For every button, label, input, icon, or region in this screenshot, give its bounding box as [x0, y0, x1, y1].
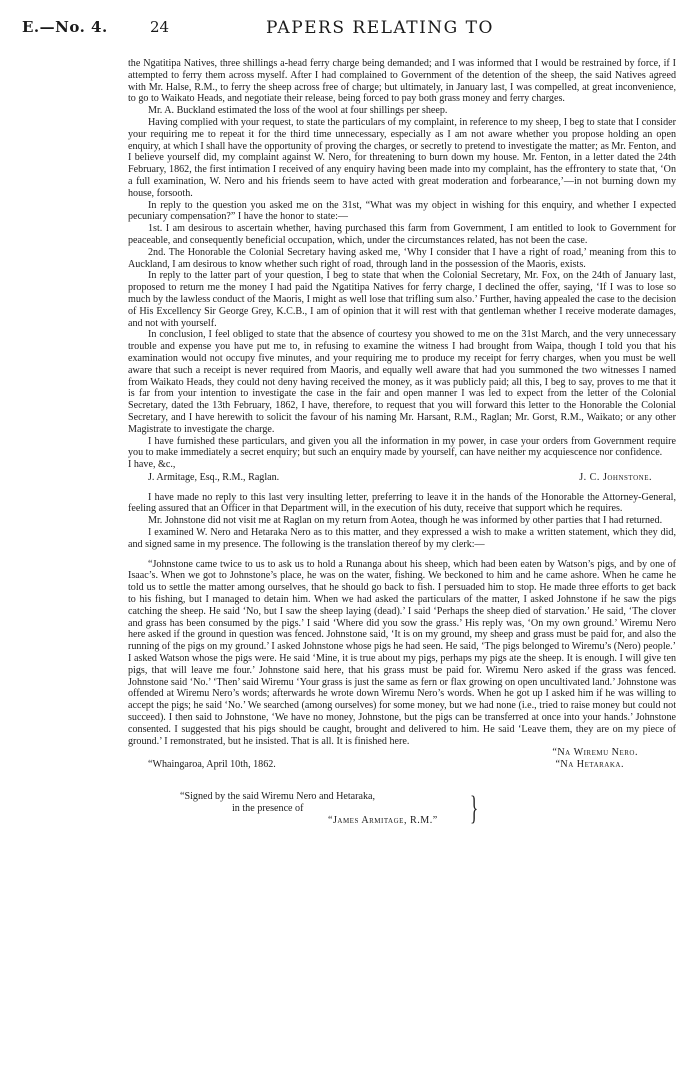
- signature-hetaraka: “Na Hetaraka.: [555, 759, 624, 771]
- letter-signature-line: [128, 472, 676, 484]
- page-header: [22, 18, 678, 44]
- paper-code: E.—No. 4.: [22, 18, 108, 36]
- paragraph: Having complied with your request, to state the particulars of my complaint, in reference to my sheep, I beg to state that I consider your requiring me to repeat it for the third time unnecessary, especially as I am not aware whether you propose holding an open enquiry, at which I shall have the opportunity of proving the charges, or secretly to pretend to investigate the matter; as Mr. Fenton, and I believe yourself did, my complaint against W. Nero, for threatening to burn down my house. Mr. Fenton, in a letter dated the 24th February, 1862, the first intimation I received of any enquiry having been made into my complaint, has the effrontery to state that, ‘On a full examination, W. Nero and his friends seem to have acted with great moderation and forbearance,’—in not burning down my house, forsooth.: [128, 116, 676, 199]
- paragraph: In conclusion, I feel obliged to state that the absence of courtesy you showed to me on the 31st March, and the very unnecessary trouble and expense you have put me to, in refusing to examine the witness I had brought from Waipa, though I told you that his examination would not occupy five minutes, and your requiring me to produce my receipt for ferry charges, when you must be well aware that such a receipt is never required from Maoris, and equally well aware that had you summoned the two witnesses I named from Waikato Heads, they could not deny having received the money, as it was publicly paid; all this, I beg to say, proves to me that it is far from your intention to investigate the case in the fair and open manner I was led to expect from the letter of the Colonial Secretary, dated the 13th February, 1862, I have, therefore, to request that you will forward this letter to the Honorable the Colonial Secretary, and I have herewith to solicit the favour of his naming Mr. Harsant, R.M., Raglan; Mr. Gorst, R.M., Waikato; or any other Magistrate to investigate the charge.: [128, 329, 676, 435]
- witness-block: [180, 791, 480, 831]
- statement-signatures: [128, 747, 676, 791]
- paragraph: I have made no reply to this last very insulting letter, preferring to leave it in the hands of the Honorable the Attorney-General, feeling assured that an Officer in that Department will, in the execution of his duty, receive that support which he requires.: [128, 491, 676, 515]
- document-body: [128, 58, 676, 831]
- page-number: 24: [150, 18, 170, 36]
- paragraph: Mr. A. Buckland estimated the loss of the wool at four shillings per sheep.: [148, 105, 448, 117]
- paragraph: In reply to the question you asked me on the 31st, “What was my object in wishing for this enquiry, and whether I expected pecuniary compensation?” I have the honor to state:—: [128, 199, 676, 223]
- addressee: J. Armitage, Esq., R.M., Raglan.: [148, 471, 280, 483]
- paragraph: the Ngatitipa Natives, three shillings a-head ferry charge being demanded; and I was informed that I would be restrained by force, if I attempted to ferry them across myself. After I had complained to Government of the detention of the sheep, the said Natives agreed with Mr. Halse, R.M., to ferry the sheep across free of charge; but ultimately, in January last, I was compelled, at great inconvenience, to go to Waikato Heads, and negotiate their release, being forced to pay both grass money and ferry charges.: [128, 58, 676, 105]
- running-title: PAPERS RELATING TO: [266, 18, 494, 38]
- translated-statement: “Johnstone came twice to us to ask us to hold a Runanga about his sheep, which had been eaten by Watson’s pigs, and by one of Isaac’s. When we got to Johnstone’s place, he was on the water, fishing. We beckoned to him and he came ashore. When he came he told us to settle the matter among ourselves, that he should go back to fish. I persuaded him to stop. He made three efforts to get back to his fishing, but I managed to detain him. When we had asked the particulars of the matter, I asked Johnstone if he saw the pigs catching the sheep. He said ‘No, but I saw the sheep laying (dead).’ I said ‘Perhaps the sheep died of starvation.’ He said, ‘The clover and grass has been consumed by the pigs.’ I said ‘Where did you sow the grass.’ His reply was, ‘On my own ground.’ Wiremu Nero here asked if the ground in question was fenced. Johnstone said, ‘It is on my ground, my sheep and grass must be paid for, and also the running of the pigs on my ground.’ I asked Johnstone whose pigs he had seen. He said, ‘The pigs belonged to Wiremu’s (Nero) people.’ I asked Watson whose the pigs were. He said ‘Mine, it is true about my pigs, perhaps my pigs ate the sheep. It is enough. I will give ten pigs, that will leave me four.’ Johnstone said here, that his grass must be paid for. Wiremu Nero asked if the grass was fenced. Johnstone said ‘No.’ ‘Then’ said Wiremu ‘Your grass is just the same as fern or flax growing on open uncultivated land.’ Johnstone was offended at Wiremu Nero’s words; afterwards he wrote down Wiremu Nero’s words. When he got up I asked him if he was willing to accept the pigs; he said ‘No.’ We searched (among ourselves) for some money, but we had none (i.e., tried to raise money but could not succeed). I then said to Johnstone, ‘We have no money, Johnstone, but the pigs can be transferred at once into your hands.’ Johnstone consented. I suggested that his pigs should be caught, brought and delivered to him. He said ‘Leave them, they are on my piece of ground.’ I remonstrated, but he insisted. That is all. It is finished here.: [128, 558, 676, 747]
- paragraph: 1st. I am desirous to ascertain whether, having purchased this farm from Government, I am entitled to look to Government for peaceable, and consequently beneficial occupation, which, under the circumstances related, has not been the case.: [128, 223, 676, 246]
- paragraph: Mr. Johnstone did not visit me at Raglan on my return from Aotea, though he was informed by other parties that I had returned.: [148, 515, 663, 527]
- signature-wiremu-nero: “Na Wiremu Nero.: [552, 747, 638, 759]
- paragraph: 2nd. The Honorable the Colonial Secretary having asked me, ‘Why I consider that I have a right of road,’ meaning from this to Auckland, I am desirous to know whether such right of road, through land in the possession of the Maoris, exists.: [128, 246, 676, 270]
- valediction: I have, &c.,: [128, 459, 176, 471]
- witness-name: “James Armitage, R.M.”: [328, 815, 438, 827]
- paragraph: In reply to the latter part of your question, I beg to state that when the Colonial Secretary, Mr. Fox, on the 24th of January last, proposed to return me the money I had paid the Ngatitipa Natives for ferry charge, I declined the offer, saying, ‘If I was to lose so much by the lawless conduct of the Maoris, I might as well lose that trifling sum also.’ Further, having appealed the case to the decision of His Excellency Sir George Grey, K.C.B., I am of opinion that it will rest with that gentleman whether I receive moderate damages, and not with yourself.: [128, 270, 676, 329]
- signatory: J. C. Johnstone.: [579, 471, 652, 483]
- paragraph: I have furnished these particulars, and given you all the information in my power, in case your orders from Government require you to make immediately a secret enquiry; but such an enquiry made by yourself, can have neither my acquiescence nor confidence.: [128, 435, 676, 459]
- paragraph: I examined W. Nero and Hetaraka Nero as to this matter, and they expressed a wish to make a written statement, which they did, and signed same in my presence. The following is the translation thereof by my clerk:—: [128, 527, 676, 550]
- witness-line-2: in the presence of: [232, 803, 304, 815]
- brace-glyph: }: [470, 790, 479, 828]
- place-date: “Whaingaroa, April 10th, 1862.: [148, 759, 276, 771]
- witness-line-1: “Signed by the said Wiremu Nero and Hetaraka,: [180, 791, 376, 803]
